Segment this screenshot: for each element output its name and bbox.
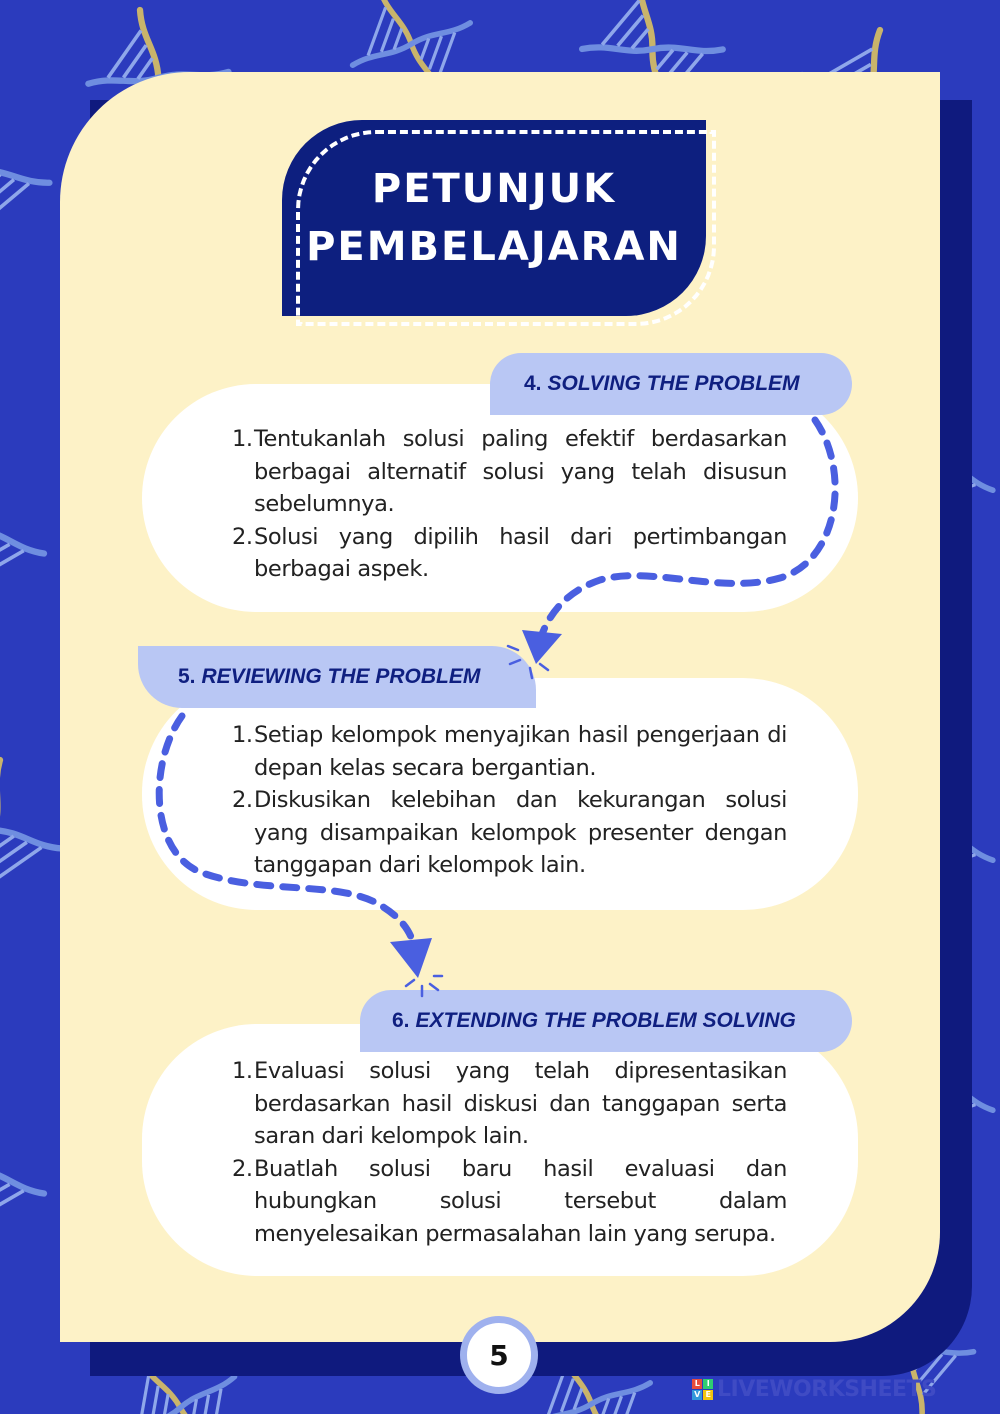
list-item-text: Buatlah solusi baru hasil evaluasi dan hubungkan solusi tersebut dalam menyelesaikan permasalahan lain yang serupa.: [254, 1155, 787, 1247]
list-item: [232, 784, 787, 882]
page-title: [282, 160, 706, 276]
section-4-number: 4.: [524, 372, 542, 395]
liveworksheets-logo-icon: [692, 1379, 713, 1400]
list-item-text: Tentukanlah solusi paling efektif berdasarkan berbagai alternatif solusi yang telah disusun sebelumnya.: [254, 426, 787, 517]
title-line-1: PETUNJUK: [371, 166, 617, 212]
section-5-list: [232, 719, 787, 882]
logo-letter: L: [692, 1379, 702, 1389]
list-item-number: 1.: [232, 1058, 253, 1084]
section-6-number: 6.: [392, 1009, 410, 1032]
liveworksheets-watermark: [692, 1374, 936, 1404]
section-4-title: SOLVING THE PROBLEM: [547, 372, 800, 395]
list-item: [232, 1153, 787, 1251]
section-5-heading: [138, 646, 536, 708]
list-item-number: 1.: [232, 426, 253, 452]
list-item-number: 2.: [232, 1155, 253, 1182]
list-item: [232, 423, 787, 521]
list-item-number: 2.: [232, 523, 253, 550]
list-item-text: Evaluasi solusi yang telah dipresentasikan berdasarkan hasil diskusi dan tanggapan serta saran dari kelompok lain.: [254, 1058, 787, 1149]
section-5-number: 5.: [178, 665, 196, 688]
list-item-text: Setiap kelompok menyajikan hasil pengerjaan di depan kelas secara bergantian.: [254, 722, 787, 781]
list-item-text: Solusi yang dipilih hasil dari pertimbangan berbagai aspek.: [254, 523, 787, 582]
section-6-heading: [360, 990, 852, 1052]
logo-letter: V: [692, 1390, 702, 1400]
watermark-text: LIVEWORKSHEETS: [717, 1376, 937, 1402]
list-item: [232, 719, 787, 784]
list-item: [232, 1055, 787, 1153]
section-6-list: [232, 1055, 787, 1250]
page-number: 5: [460, 1316, 538, 1394]
list-item-number: 2.: [232, 787, 253, 813]
section-4-list: [232, 423, 787, 586]
section-4-heading: [490, 353, 852, 415]
logo-letter: E: [703, 1390, 713, 1400]
list-item: [232, 521, 787, 586]
section-5-title: REVIEWING THE PROBLEM: [201, 665, 481, 688]
title-line-2: PEMBELAJARAN: [306, 224, 682, 270]
logo-letter: I: [703, 1379, 713, 1389]
section-6-title: EXTENDING THE PROBLEM SOLVING: [415, 1009, 796, 1032]
list-item-number: 1.: [232, 722, 253, 748]
list-item-text: Diskusikan kelebihan dan kekurangan solusi yang disampaikan kelompok presenter dengan tanggapan dari kelompok lain.: [254, 787, 787, 878]
